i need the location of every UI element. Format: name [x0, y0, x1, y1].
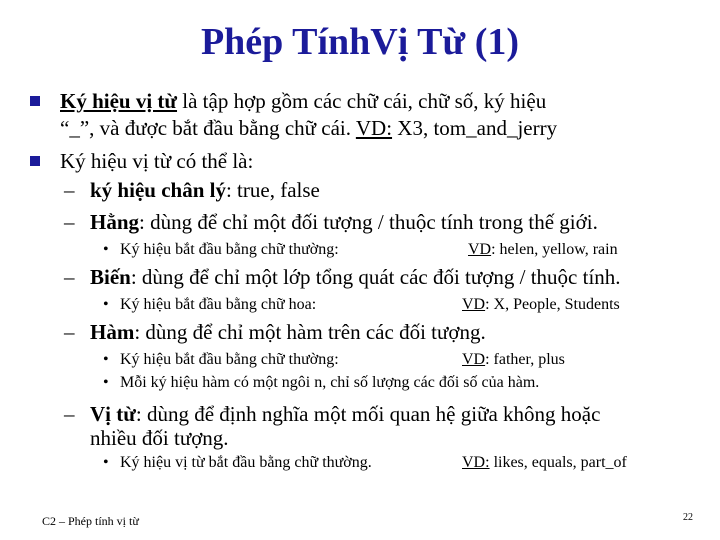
term-truth: ký hiệu chân lý: [90, 178, 226, 202]
bullet-text-line2: “_”, và được bắt đầu bằng chữ cái.: [60, 116, 356, 140]
dot-bullet: •: [103, 374, 109, 391]
term-predicate: Vị từ: [90, 402, 136, 426]
sub-text: : true, false: [225, 178, 320, 202]
dot-bullet: •: [103, 296, 109, 313]
term-function: Hàm: [90, 320, 135, 344]
example-text: : father, plus: [485, 351, 565, 368]
dash-bullet: –: [64, 178, 75, 202]
dash-bullet: –: [64, 265, 75, 289]
term-constant: Hằng: [90, 210, 140, 234]
detail-text: Ký hiệu bắt đầu bằng chữ thường:: [120, 351, 339, 368]
page-number: 22: [683, 512, 693, 523]
term-symbol: Ký hiệu vị từ: [60, 89, 178, 113]
dash-bullet: –: [64, 210, 75, 234]
sub-text-line2: nhiều đối tượng.: [90, 426, 229, 450]
example-label: VD: [462, 296, 486, 313]
example-label: VD:: [462, 454, 490, 471]
detail-text: Ký hiệu bắt đầu bằng chữ thường:: [120, 241, 339, 258]
footer-caption: C2 – Phép tính vị từ: [42, 514, 139, 528]
dot-bullet: •: [103, 351, 109, 368]
example-text: : helen, yellow, rain: [491, 241, 618, 258]
dash-bullet: –: [64, 402, 75, 426]
sub-text: : dùng để định nghĩa một mối quan hệ giữa không hoặc: [135, 402, 601, 426]
sub-text: : dùng để chỉ một hàm trên các đối tượng.: [134, 320, 486, 344]
slide-title: Phép TínhVị Từ (1): [200, 21, 520, 63]
example-text: X3, tom_and_jerry: [392, 116, 558, 140]
dot-bullet: •: [103, 241, 109, 258]
sub-text: : dùng để chỉ một lớp tổng quát các đối tượng / thuộc tính.: [130, 265, 621, 289]
square-bullet-icon: [30, 156, 40, 166]
bullet-text: là tập hợp gồm các chữ cái, chữ số, ký hiệu: [177, 89, 547, 113]
term-variable: Biến: [90, 265, 131, 289]
example-label: VD: [468, 241, 492, 258]
example-label: VD: [462, 351, 486, 368]
example-label: VD:: [355, 116, 393, 140]
square-bullet-icon: [30, 96, 40, 106]
sub-text: : dùng để chỉ một đối tượng / thuộc tính trong thế giới.: [139, 210, 598, 234]
example-text: likes, equals, part_of: [489, 454, 627, 471]
bullet-text: Ký hiệu vị từ có thể là:: [60, 149, 254, 173]
detail-text: Ký hiệu bắt đầu bằng chữ hoa:: [120, 296, 317, 313]
dot-bullet: •: [103, 454, 109, 471]
detail-text: Mỗi ký hiệu hàm có một ngôi n, chỉ số lượng các đối số của hàm.: [120, 374, 540, 391]
detail-text: Ký hiệu vị từ bắt đầu bằng chữ thường.: [120, 454, 372, 471]
example-text: : X, People, Students: [485, 296, 620, 313]
dash-bullet: –: [64, 320, 75, 344]
